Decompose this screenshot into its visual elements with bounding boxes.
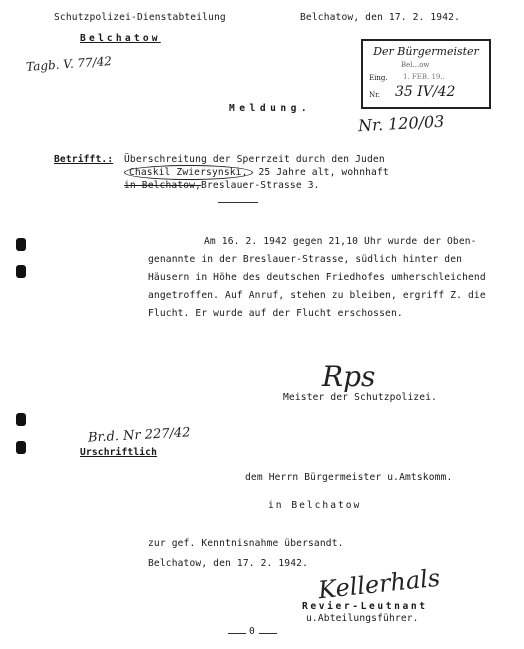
handwritten-journal-number: Br.d. Nr 227/42 [87, 425, 191, 446]
subject-line-1: Überschreitung der Sperrzeit durch den Juden [124, 154, 385, 165]
subject-line-3 [124, 180, 320, 192]
signer-title: Meister der Schutzpolizei. [283, 392, 438, 403]
subject-person-details: 25 Jahre alt, wohnhaft [252, 167, 389, 178]
body-line: angetroffen. Auf Anruf, stehen zu bleiben, ergriff Z. die [148, 290, 486, 301]
footer-line-right [259, 633, 277, 634]
handwritten-reference: Tagb. V. 77/42 [25, 54, 113, 74]
body-line: genannte in der Breslauer-Strasse, südlich hinter den [148, 254, 463, 265]
document-title: Meldung. [229, 103, 312, 114]
footer-mark: 0 [249, 626, 255, 637]
body-line: Am 16. 2. 1942 gegen 21,10 Uhr wurde der Oben- [204, 236, 477, 247]
body-line: Flucht. Er wurde auf der Flucht erschossen. [148, 308, 403, 319]
issuing-unit: Schutzpolizei-Dienstabteilung [54, 12, 226, 23]
forward-date: Belchatow, den 17. 2. 1942. [148, 558, 308, 569]
stamp-number-label: Nr. [369, 91, 380, 99]
forward-purpose: zur gef. Kenntnisnahme übersandt. [148, 538, 344, 549]
issuing-place: Belchatow [80, 33, 161, 44]
header-date: Belchatow, den 17. 2. 1942. [300, 12, 460, 23]
stamp-received-date: 1. FEB. 19.. [403, 73, 445, 81]
handwritten-file-number: Nr. 120/03 [357, 111, 445, 136]
subject-label: Betrifft.: [54, 154, 114, 165]
signature-scribble-1: Rps [322, 360, 376, 393]
forward-label: Urschriftlich [80, 447, 158, 458]
stamp-number-value: 35 IV/42 [395, 84, 456, 100]
punch-hole [16, 238, 26, 251]
forward-place [268, 500, 361, 512]
stamp-subtitle: Bel...ow [401, 61, 430, 69]
punch-hole [16, 441, 26, 454]
subject-struck-text: in Belchatow, [124, 180, 202, 191]
signer-rank: Revier-Leutnant [302, 601, 428, 612]
subject-person-name: Chaskil Zwiersynski, [124, 165, 253, 180]
punch-hole [16, 413, 26, 426]
punch-hole [16, 265, 26, 278]
body-line: Häusern in Höhe des deutschen Friedhofes umherschleichend [148, 272, 486, 283]
signature-scribble-2: Kellerhals [316, 563, 442, 605]
forward-addressee: dem Herrn Bürgermeister u.Amtskomm. [245, 472, 453, 483]
signer-role: u.Abteilungsführer. [306, 613, 419, 624]
stamp-title: Der Bürgermeister [373, 45, 479, 58]
mayor-receipt-stamp [361, 39, 491, 109]
subject-separator [218, 202, 258, 203]
stamp-received-label: Eing. [369, 74, 388, 82]
subject-line-2 [124, 167, 389, 179]
forward-place-text: in Belchatow [268, 500, 362, 511]
subject-address: Breslauer-Strasse 3. [201, 180, 320, 191]
footer-line-left [228, 633, 246, 634]
